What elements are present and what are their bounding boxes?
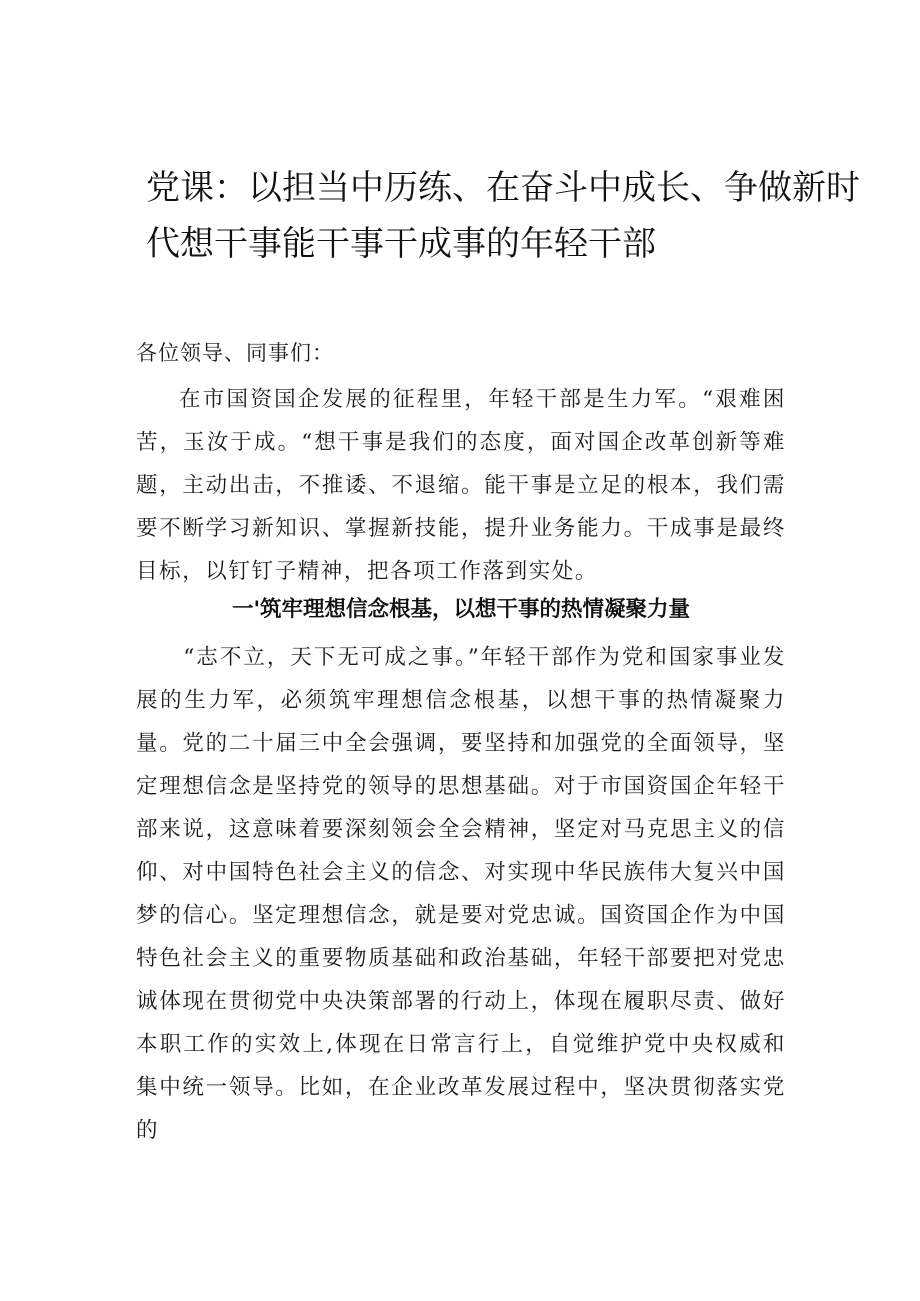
document-title bbox=[146, 160, 860, 272]
title-line-2: 代想干事能干事干成事的年轻干部 bbox=[146, 224, 656, 264]
intro-paragraph: 在市国资国企发展的征程里，年轻干部是生力军。“艰难困苦，玉汝于成。“想干事是我们的态度，面对国企改革创新等难题，主动出击，不推诿、不退缩。能干事是立足的根本，我们需要不断学习新知识、掌握新技能，提升业务能力。干成事是最终目标，以钉钉子精神，把各项工作落到实处。 bbox=[136, 387, 786, 584]
section-paragraph: “志不立，天下无可成之事。”年轻干部作为党和国家事业发展的生力军，必须筑牢理想信念根基，以想干事的热情凝聚力量。党的二十届三中全会强调，要坚持和加强党的全面领导，坚定理想信念是坚持党的领导的思想基础。对于市国资国企年轻干部来说，这意味着要深刻领会全会精神，坚定对马克思主义的信仰、对中国特色社会主义的信念、对实现中华民族伟大复兴中国梦的信心。坚定理想信念，就是要对党忠诚。国资国企作为中国特色社会主义的重要物质基础和政治基础，年轻干部要把对党忠诚体现在贯彻党中央决策部署的行动上，体现在履职尽责、做好本职工作的实效上,体现在日常言行上，自觉维护党中央权威和集中统一领导。比如，在企业改革发展过程中，坚决贯彻落实党的 bbox=[136, 645, 786, 1143]
salutation: 各位领导、同事们： bbox=[136, 341, 334, 365]
section-heading: 一'筑牢理想信念根基，以想干事的热情凝聚力量 bbox=[231, 597, 691, 622]
title-line-1: 党课：以担当中历练、在奋斗中成长、争做新时 bbox=[146, 168, 860, 208]
